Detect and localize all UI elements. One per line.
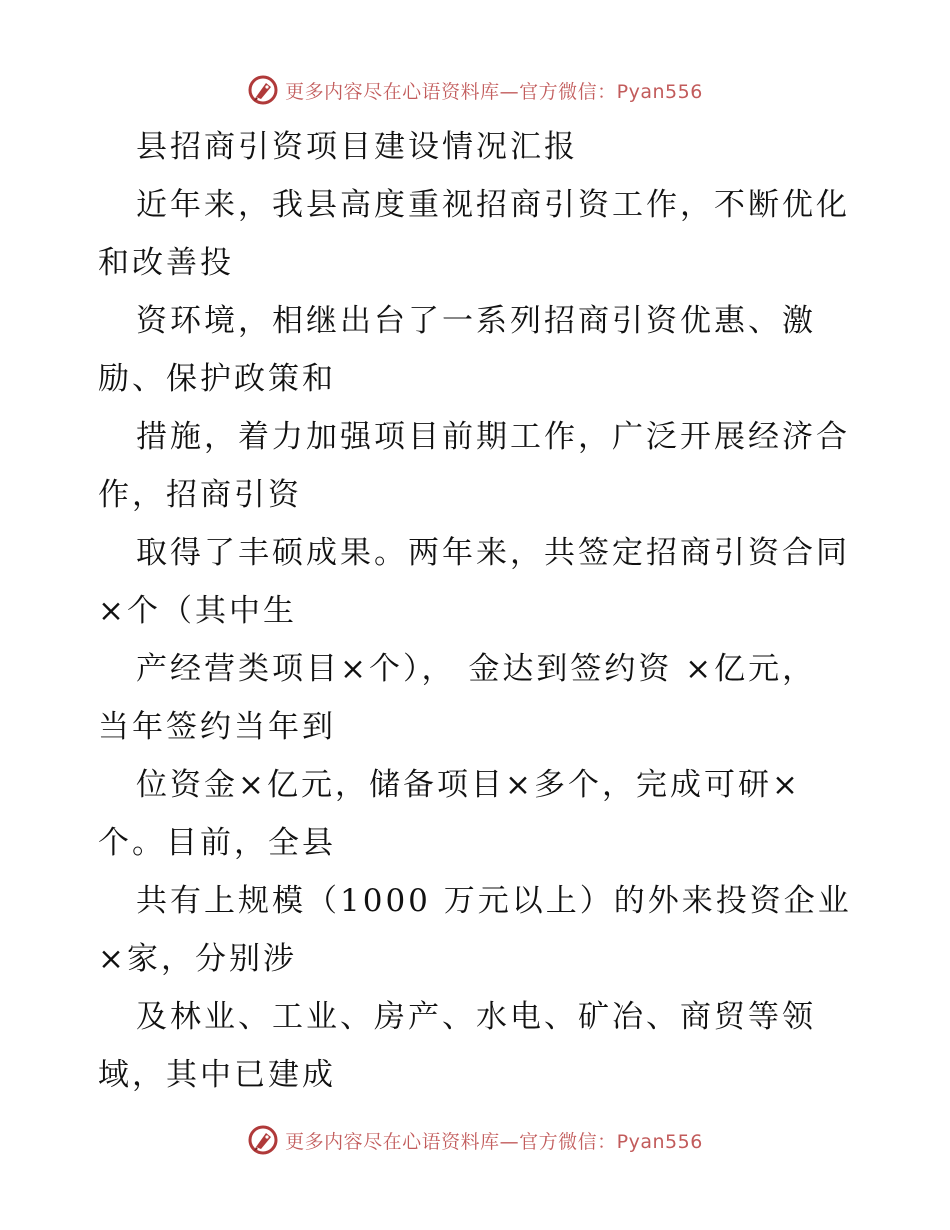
paragraph-line: 资环境，相继出台了一系列招商引资优惠、激 bbox=[136, 303, 816, 339]
paragraph-line: ×家，分别涉 bbox=[98, 941, 297, 977]
paragraph-line: 近年来，我县高度重视招商引资工作，不断优化 bbox=[136, 187, 850, 223]
paragraph-line: 个。目前，全县 bbox=[98, 825, 336, 861]
paragraph-line: 当年签约当年到 bbox=[98, 709, 336, 745]
header-watermark-banner bbox=[0, 70, 950, 110]
paragraph-line: 励、保护政策和 bbox=[98, 361, 336, 397]
paragraph-line: 共有上规模（1000 万元以上）的外来投资企业 bbox=[136, 883, 852, 919]
banner-text: 更多内容尽在心语资料库—官方微信：Pyan556 bbox=[285, 80, 703, 103]
document-body bbox=[98, 118, 858, 1104]
paragraph-line: 作，招商引资 bbox=[98, 477, 302, 513]
paragraph-line: 产经营类项目×个）， 金达到签约资 ×亿元， bbox=[136, 651, 817, 687]
document-title: 县招商引资项目建设情况汇报 bbox=[136, 129, 578, 165]
pen-nib-logo-icon bbox=[247, 1124, 279, 1156]
paragraph-line: 位资金×亿元，储备项目×多个，完成可研× bbox=[136, 767, 801, 803]
footer-watermark-banner bbox=[0, 1120, 950, 1160]
pen-nib-logo-icon bbox=[247, 74, 279, 106]
paragraph-line: 和改善投 bbox=[98, 245, 234, 281]
paragraph-line: 取得了丰硕成果。两年来，共签定招商引资合同 bbox=[136, 535, 850, 571]
paragraph-line: ×个（其中生 bbox=[98, 593, 297, 629]
banner-text: 更多内容尽在心语资料库—官方微信：Pyan556 bbox=[285, 1130, 703, 1153]
paragraph-line: 措施，着力加强项目前期工作，广泛开展经济合 bbox=[136, 419, 850, 455]
paragraph-line: 域，其中已建成 bbox=[98, 1057, 336, 1093]
paragraph-line: 及林业、工业、房产、水电、矿冶、商贸等领 bbox=[136, 999, 816, 1035]
